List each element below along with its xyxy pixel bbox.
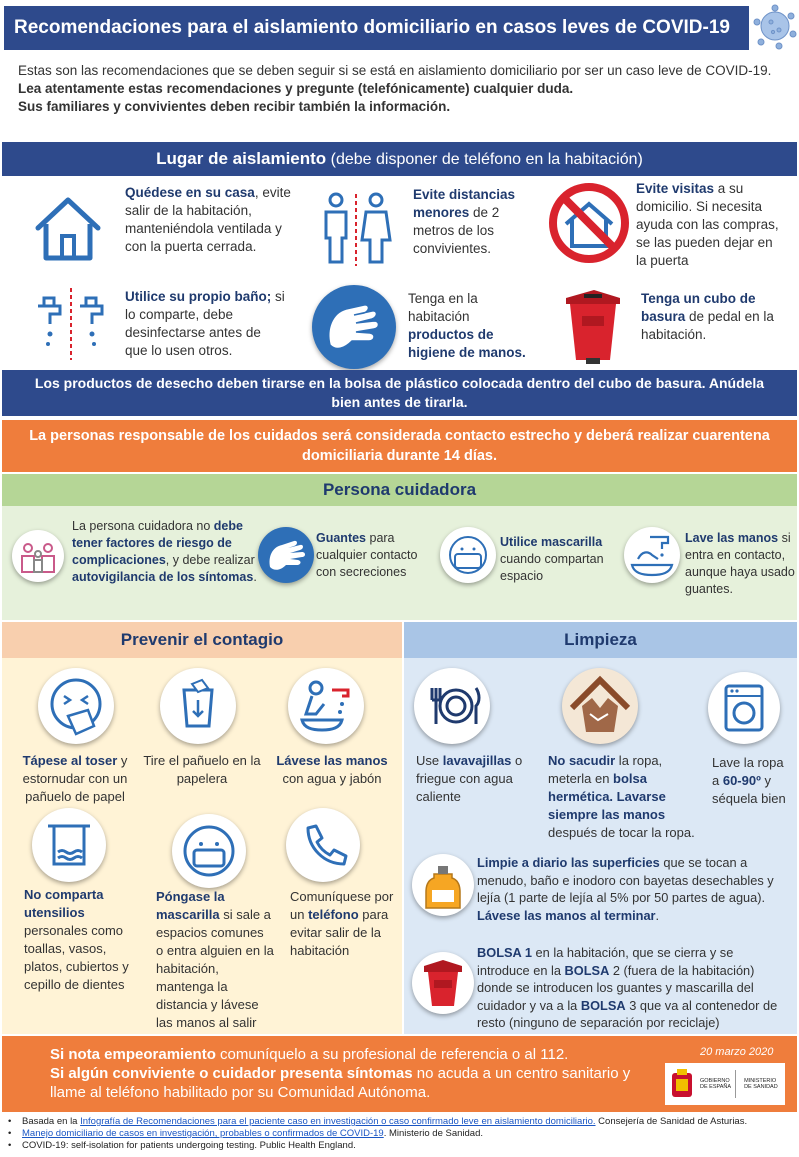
hand-wash-icon (312, 285, 396, 369)
quarantine-notice-bar: La personas responsable de los cuidados será considerada contacto estrecho y deberá realizar cuarentena domiciliaria durante 14 días. (2, 420, 797, 472)
trash-bin-icon (560, 286, 626, 366)
page-title: Recomendaciones para el aislamiento domiciliario en casos leves de COVID-19 (4, 6, 749, 50)
limpieza-item-1: Use lavavajillas o friegue con agua caliente (416, 753, 523, 804)
people-distance-icon (318, 190, 394, 268)
reference-2-link[interactable]: Manejo domiciliario de casos en investigación, probables o confirmados de COVID-19 (22, 1128, 384, 1139)
limpieza-item-2: No sacudir la ropa, meterla en bolsa hermética. Lavarse siempre las manos después de tocar la ropa. (548, 753, 695, 840)
prevenir-item-4: No comparta utensilios personales como toallas, vasos, platos, cubiertos y cepillo de dientes (24, 887, 129, 992)
prevenir-item-2: Tire el pañuelo en la papelera (143, 753, 261, 786)
bathroom-taps-icon (30, 286, 112, 362)
virus-icon (749, 0, 797, 56)
intro-line3: Sus familiares y convivientes deben recibir también la información. (18, 99, 451, 114)
prevenir-title: Prevenir el contagio (2, 622, 402, 658)
cuidadora-item-1: La persona cuidadora no debe tener factores de riesgo de complicaciones, y debe realizar autovigilancia de los síntomas. (72, 519, 257, 584)
lugar-item-1: Quédese en su casa, evite salir de la habitación, manteniéndola ventilada y con la puerta cerrada. (125, 185, 291, 254)
limpieza-title: Limpieza (404, 622, 797, 658)
limpieza-item-4: Limpie a diario las superficies que se tocan a menudo, baño e inodoro con bayetas desechables y lejía (1 parte de lejía al 5% por 50 partes de agua). Lávese las manos al terminar. (477, 855, 774, 923)
cuidadora-section-title: Persona cuidadora (2, 474, 797, 506)
caregiver-icon (12, 530, 64, 582)
lugar-item-3: Evite visitas a su domicilio. Si necesita ayuda con las compras, se las pueden dejar en la puerta (636, 181, 779, 268)
limpieza-item-3: Lave la ropa a 60-90º y séquela bien (712, 755, 786, 806)
waste-instruction-bar: Los productos de desecho deben tirarse en la bolsa de plástico colocada dentro del cubo de basura. Anúdela bien antes de tirarla. (2, 370, 797, 416)
phone-icon (286, 808, 360, 882)
dishes-icon (414, 668, 490, 744)
mask-icon (440, 527, 496, 583)
lugar-section-title: Lugar de aislamiento (debe disponer de teléfono en la habitación) (2, 142, 797, 176)
towels-icon (32, 808, 106, 882)
washing-machine-icon (708, 672, 780, 744)
sneeze-icon (38, 668, 114, 744)
cuidadora-item-2: Guantes para cualquier contacto con secreciones (316, 531, 418, 579)
gloves-icon (258, 527, 314, 583)
reference-3: • COVID-19: self-isolation for patients undergoing testing. Public Health England. (8, 1140, 793, 1152)
prevenir-item-1: Tápese al toser y estornudar con un pañuelo de papel (22, 753, 128, 804)
red-bin-icon (412, 952, 474, 1014)
cuidadora-item-4: Lave las manos si entra en contacto, aunque haya usado guantes. (685, 531, 795, 596)
cuidadora-item-3: Utilice mascarilla cuando compartan espacio (500, 535, 604, 583)
lugar-item-5: Tenga en la habitación productos de higiene de manos. (408, 291, 526, 360)
limpieza-item-5: BOLSA 1 en la habitación, que se cierra y se introduce en la BOLSA 2 (fuera de la habitación) donde se introducen los guantes y mascarilla del cuidador y va a la BOLSA 3 que va al contenedor de resto (ninguno de separación por reciclaje) (477, 945, 778, 1030)
tissue-bin-icon (160, 668, 236, 744)
prevenir-item-3: Lávese las manos con agua y jabón (276, 753, 388, 786)
lugar-item-4: Utilice su propio baño; si lo comparte, debe desinfectarse antes de que lo usen otros. (125, 289, 285, 358)
bleach-bottle-icon (412, 854, 474, 916)
references-list (8, 1116, 793, 1152)
reference-1: • Basada en la Infografía de Recomendaciones para el paciente caso en investigación o caso confirmado leve en aislamiento domiciliario. Consejería de Sanidad de Asturias. (8, 1116, 793, 1128)
prevenir-item-6: Comuníquese por un teléfono para evitar salir de la habitación (290, 889, 394, 958)
intro-line1: Estas son las recomendaciones que se deben seguir si se está en aislamiento domiciliario por ser un caso leve de COVID-19. (18, 63, 772, 78)
reference-2: • Manejo domiciliario de casos en investigación, probables o confirmados de COVID-19. Ministerio de Sanidad. (8, 1128, 793, 1140)
house-icon (30, 194, 106, 264)
reference-1-link[interactable]: Infografía de Recomendaciones para el paciente caso en investigación o caso confirmado leve en aislamiento domiciliario. (80, 1116, 596, 1127)
prevenir-item-5: Póngase la mascarilla si sale a espacios comunes o entra alguien en la habitación, mantenga la distancia y lávese las manos al salir (156, 889, 274, 1030)
lugar-item-6: Tenga un cubo de basura de pedal en la habitación. (641, 291, 774, 342)
face-mask-icon (172, 814, 246, 888)
coat-of-arms-icon (668, 1067, 696, 1101)
intro-text (18, 62, 788, 116)
lugar-item-2: Evite distancias menores de 2 metros de los convivientes. (413, 187, 516, 256)
no-visits-icon (546, 180, 632, 266)
clothes-icon (562, 668, 638, 744)
footer-warning: Si nota empeoramiento comuníquelo a su profesional de referencia o al 112. Si algún conviviente o cuidador presenta síntomas no acuda a un centro sanitario y llame al teléfono habilitado por su Comunidad Autónoma. (50, 1046, 631, 1101)
tap-wash-icon (288, 668, 364, 744)
publication-date: 20 marzo 2020 (700, 1046, 774, 1058)
intro-line2: Lea atentamente estas recomendaciones y pregunte (telefónicamente) cualquier duda. (18, 81, 574, 96)
wash-hands-icon (624, 527, 680, 583)
ministry-logo: GOBIERNO DE ESPAÑA MINISTERIO DE SANIDAD (665, 1063, 785, 1105)
